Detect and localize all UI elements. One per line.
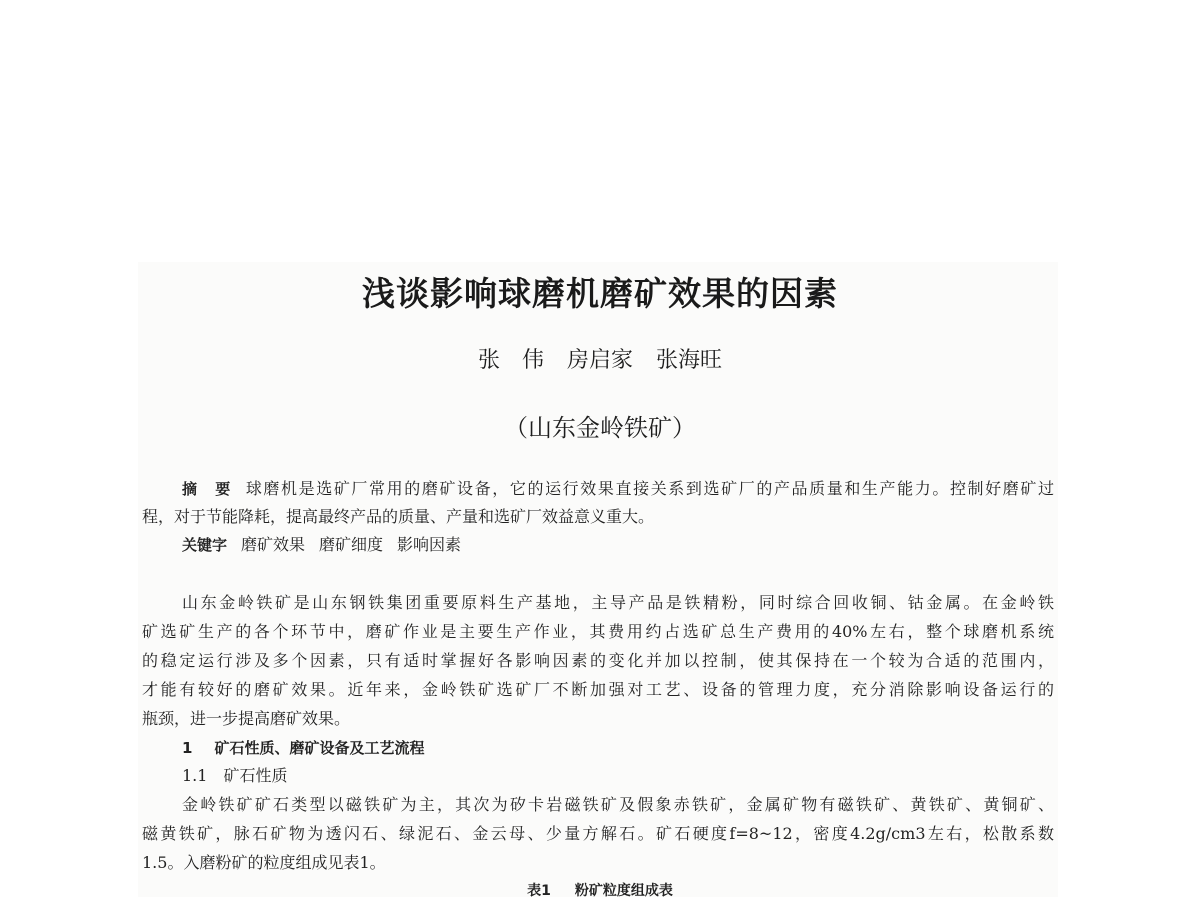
body-text-line: 金岭铁矿矿石类型以磁铁矿为主，其次为矽卡岩磁铁矿及假象赤铁矿，金属矿物有磁铁矿、黄铁矿、黄铜矿、: [182, 795, 1054, 814]
paper-title: 浅谈影响球磨机磨矿效果的因素: [362, 274, 838, 313]
keyword: 磨矿效果: [241, 535, 306, 554]
section-title: 矿石性质、磨矿设备及工艺流程: [214, 739, 425, 757]
section-number: 1: [182, 739, 193, 757]
author-name: 张 伟: [477, 348, 544, 373]
author-name: 张海旺: [656, 348, 723, 373]
abstract-label: 摘 要: [182, 480, 232, 498]
body-text-line: 才能有较好的磨矿效果。近年来，金岭铁矿选矿厂不断加强对工艺、设备的管理力度，充分消除影响设备运行的: [142, 680, 1054, 699]
subsection-number: 1.1: [182, 766, 208, 785]
body-text-line: 磁黄铁矿，脉石矿物为透闪石、绿泥石、金云母、少量方解石。矿石硬度f=8~12，密度4.2g/cm3左右，松散系数: [142, 824, 1054, 843]
subsection-heading: [182, 765, 287, 787]
body-text-line: 矿选矿生产的各个环节中，磨矿作业是主要生产作业，其费用约占选矿总生产费用的40%左右，整个球磨机系统: [142, 622, 1054, 641]
abstract-line-1: [182, 478, 1054, 500]
author-list: [0, 343, 1200, 374]
table-label: 表1: [527, 883, 551, 897]
abstract-text: 球磨机是选矿厂常用的磨矿设备，它的运行效果直接关系到选矿厂的产品质量和生产能力。控制好磨矿过: [245, 479, 1054, 498]
author-name: 房启家: [566, 348, 633, 373]
body-text-line: 1.5。入磨粉矿的粒度组成见表1。: [142, 853, 386, 872]
table-title: 粉矿粒度组成表: [574, 883, 673, 897]
keywords-label: 关键字: [182, 536, 228, 554]
section-heading: [182, 737, 424, 759]
keywords-line: [182, 534, 475, 556]
body-text-line: 瓶颈，进一步提高磨矿效果。: [142, 709, 351, 728]
affiliation: （山东金岭铁矿）: [504, 414, 696, 442]
keyword: 磨矿细度: [319, 535, 384, 554]
abstract-line-2: 程，对于节能降耗，提高最终产品的质量、产量和选矿厂效益意义重大。: [142, 507, 655, 526]
subsection-title: 矿石性质: [223, 766, 288, 785]
body-text-line: 山东金岭铁矿是山东钢铁集团重要原料生产基地，主导产品是铁精粉，同时综合回收铜、钴金属。在金岭铁: [182, 593, 1054, 612]
body-text-line: 的稳定运行涉及多个因素，只有适时掌握好各影响因素的变化并加以控制，使其保持在一个较为合适的范围内，: [142, 651, 1054, 670]
table-caption: [0, 882, 1200, 897]
keyword: 影响因素: [397, 535, 462, 554]
